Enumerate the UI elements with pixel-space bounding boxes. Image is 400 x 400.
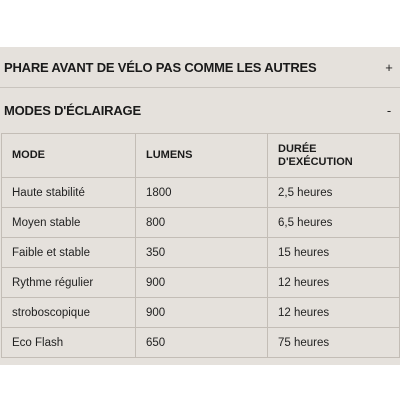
duration-cell: 75 heures: [268, 328, 400, 358]
lumens-cell: 800: [136, 208, 268, 238]
table-row: [2, 238, 400, 268]
table-row: [2, 178, 400, 208]
mode-cell: Haute stabilité: [2, 178, 136, 208]
accordion-title: PHARE AVANT DE VÉLO PAS COMME LES AUTRES: [4, 59, 317, 75]
table-row: [2, 268, 400, 298]
duration-cell: 15 heures: [268, 238, 400, 268]
table-row: [2, 208, 400, 238]
accordion-header-lighting-modes[interactable]: [0, 92, 400, 128]
mode-cell: Moyen stable: [2, 208, 136, 238]
accordion-title: MODES D'ÉCLAIRAGE: [4, 102, 141, 118]
mode-cell: Eco Flash: [2, 328, 136, 358]
duration-cell: 6,5 heures: [268, 208, 400, 238]
collapse-icon[interactable]: -: [386, 102, 392, 118]
column-header-duration: [268, 134, 400, 178]
duration-cell: 12 heures: [268, 298, 400, 328]
lumens-cell: 1800: [136, 178, 268, 208]
column-header-duration-line1: DURÉE: [278, 142, 317, 155]
table-header-row: [2, 134, 400, 178]
lumens-cell: 900: [136, 268, 268, 298]
duration-cell: 12 heures: [268, 268, 400, 298]
lumens-cell: 350: [136, 238, 268, 268]
accordion-divider: [0, 87, 400, 88]
lumens-cell: 650: [136, 328, 268, 358]
mode-cell: Faible et stable: [2, 238, 136, 268]
table-row: [2, 328, 400, 358]
lighting-modes-table: [1, 133, 400, 358]
mode-cell: Rythme régulier: [2, 268, 136, 298]
duration-cell: 2,5 heures: [268, 178, 400, 208]
lumens-cell: 900: [136, 298, 268, 328]
accordion-header-bike-light[interactable]: [0, 49, 400, 85]
expand-icon[interactable]: +: [385, 59, 393, 75]
mode-cell: stroboscopique: [2, 298, 136, 328]
column-header-duration-line2: D'EXÉCUTION: [278, 155, 353, 168]
column-header-mode: MODE: [2, 134, 136, 178]
column-header-lumens: LUMENS: [136, 134, 268, 178]
table-row: [2, 298, 400, 328]
